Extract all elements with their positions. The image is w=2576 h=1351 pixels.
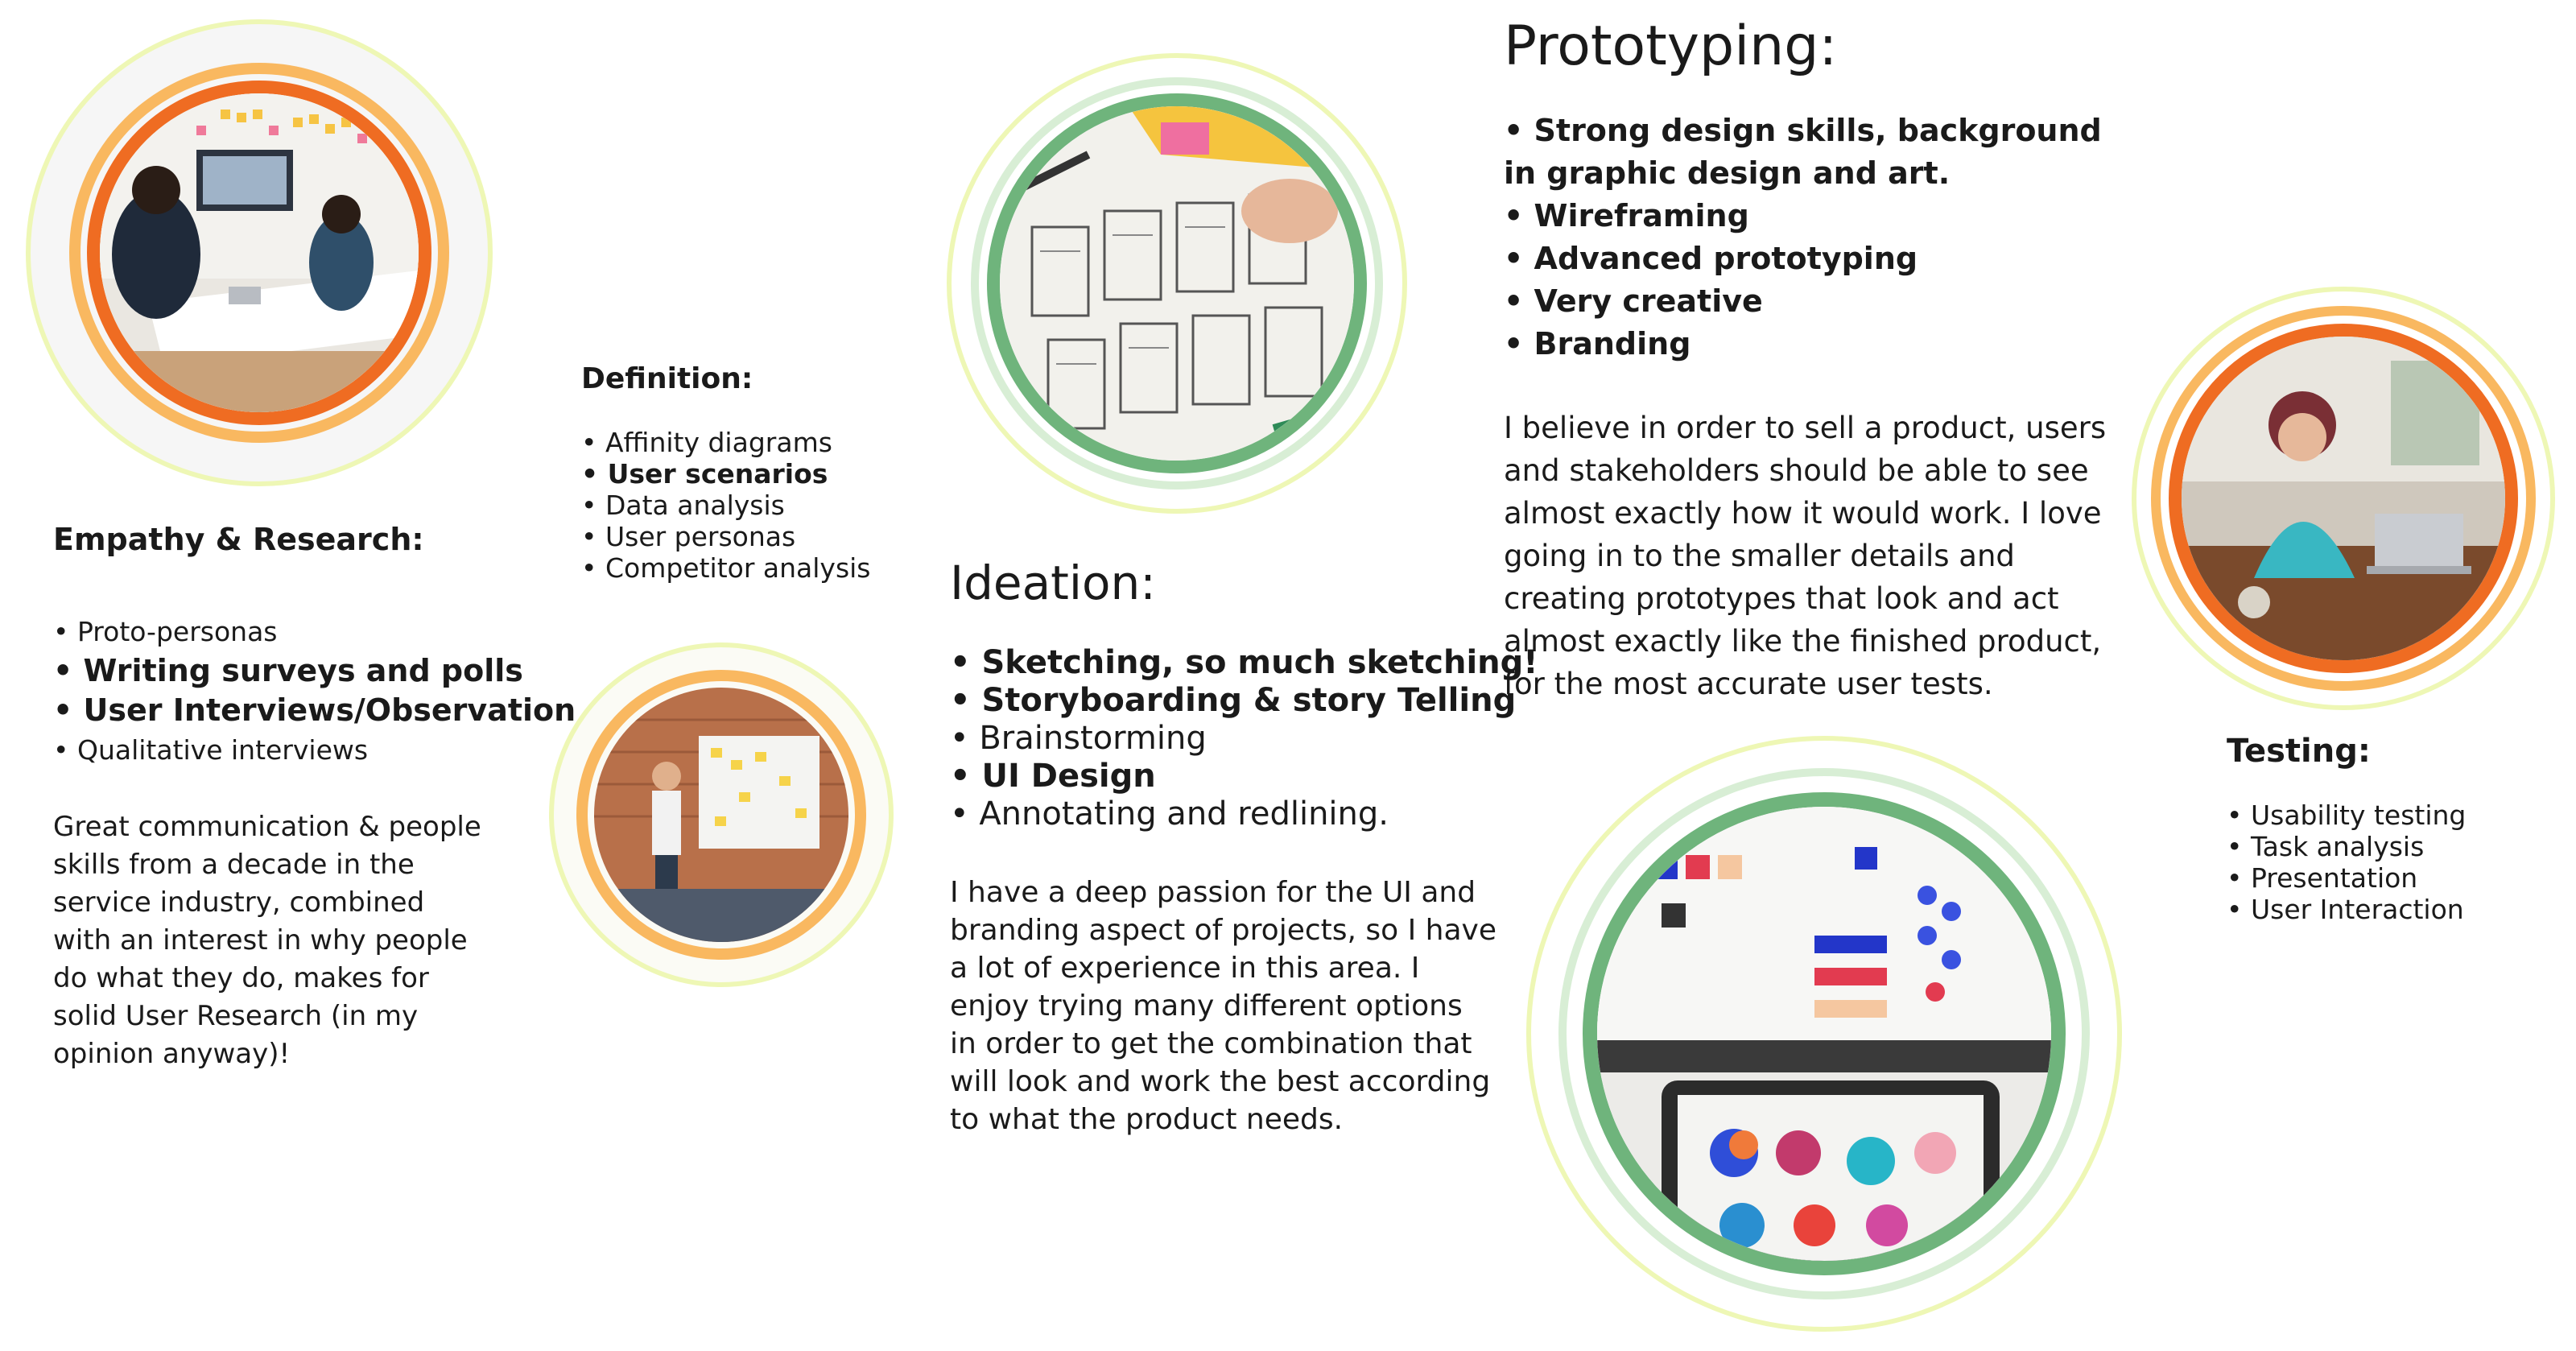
wireframe-sketches-photo xyxy=(1000,106,1354,461)
list-item: • UI Design xyxy=(950,758,1538,795)
empathy-research-paragraph: Great communication & people skills from a decade in the service industry, combined with an interest in why people do what they do, makes for solid User Research (in my opinion anyway)! xyxy=(53,811,481,1070)
testing-title: Testing: xyxy=(2227,733,2371,770)
prototyping-title: Prototyping: xyxy=(1504,14,1838,78)
definition-list xyxy=(581,427,871,584)
whiteboard-session-photo xyxy=(594,688,848,942)
testing-list xyxy=(2227,799,2466,925)
list-item: • Qualitative interviews xyxy=(53,730,576,770)
list-item: • Writing surveys and polls xyxy=(53,651,576,691)
definition-title: Definition: xyxy=(581,362,753,395)
list-item: • Wireframing xyxy=(1504,195,2132,238)
ideation-title: Ideation: xyxy=(950,556,1156,610)
ui-design-tablet-photo xyxy=(1597,807,2051,1261)
list-item: • Usability testing xyxy=(2227,799,2466,831)
list-item: • Annotating and redlining. xyxy=(950,795,1538,833)
list-item: • Sketching, so much sketching! xyxy=(950,644,1538,682)
list-item: • Advanced prototyping xyxy=(1504,238,2132,280)
prototyping-paragraph: I believe in order to sell a product, users and stakeholders should be able to see almost exactly how it would work. I love going in to the smaller details and creating prototypes that look and act almost exactly like the finished product, for the most accurate user tests. xyxy=(1504,411,2107,701)
list-item: • Presentation xyxy=(2227,862,2466,894)
list-item: • Affinity diagrams xyxy=(581,427,871,458)
list-item: • Storyboarding & story Telling xyxy=(950,682,1538,720)
ideation-list xyxy=(950,644,1538,833)
list-item: • Task analysis xyxy=(2227,831,2466,862)
list-item: • Proto-personas xyxy=(53,612,576,651)
list-item: • Competitor analysis xyxy=(581,552,871,584)
team-meeting-photo xyxy=(100,93,419,412)
ideation-paragraph: I have a deep passion for the UI and branding aspect of projects, so I have a lot of experience in this area. I enjoy trying many different options in order to get the combination that will look and work the best according to what the product needs. xyxy=(950,876,1497,1136)
list-item: • Data analysis xyxy=(581,490,871,521)
list-item: • User scenarios xyxy=(581,458,871,490)
empathy-research-list xyxy=(53,612,576,770)
list-item: • Very creative xyxy=(1504,280,2132,323)
prototyping-list xyxy=(1504,109,2132,366)
list-item: • User Interviews/Observation xyxy=(53,691,576,730)
list-item: • User Interaction xyxy=(2227,894,2466,925)
laptop-user-photo xyxy=(2182,337,2505,660)
list-item: • Strong design skills, background in graphic design and art. xyxy=(1504,109,2132,195)
list-item: • Branding xyxy=(1504,323,2132,366)
empathy-research-title: Empathy & Research: xyxy=(53,522,424,557)
list-item: • User personas xyxy=(581,521,871,552)
list-item: • Brainstorming xyxy=(950,720,1538,758)
